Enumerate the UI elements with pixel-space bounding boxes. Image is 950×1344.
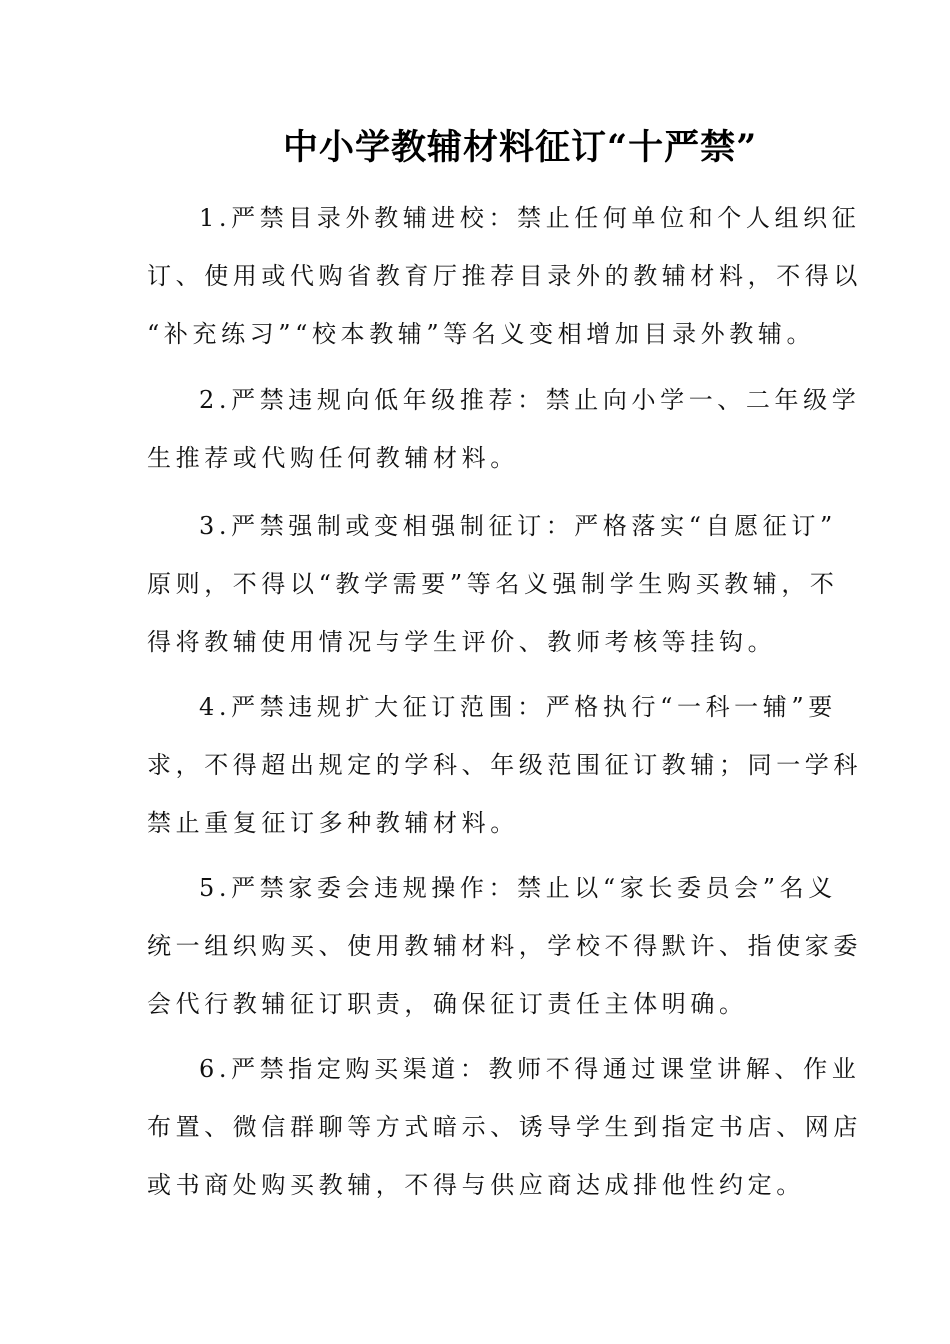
rule-6-line-2: 布置、微信群聊等方式暗示、诱导学生到指定书店、网店 (147, 1113, 862, 1141)
rule-5-line-1: 5.严禁家委会违规操作：禁止以“家长委员会”名义 (199, 874, 837, 902)
rule-6-line-1: 6.严禁指定购买渠道：教师不得通过课堂讲解、作业 (199, 1055, 861, 1083)
rule-item-6 (147, 1040, 862, 1214)
rule-5-line-3: 会代行教辅征订职责，确保征订责任主体明确。 (147, 990, 748, 1018)
rule-3-line-2: 原则，不得以“教学需要”等名义强制学生购买教辅，不 (147, 570, 839, 598)
rule-4-line-1: 4.严禁违规扩大征订范围：严格执行“一科一辅”要 (199, 693, 837, 721)
rule-4-line-3: 禁止重复征订多种教辅材料。 (147, 809, 519, 837)
rule-item-4 (147, 678, 862, 852)
rule-item-5 (147, 859, 862, 1033)
rule-item-3 (147, 497, 839, 671)
rule-item-2 (147, 371, 861, 487)
rule-1-line-1: 1.严禁目录外教辅进校：禁止任何单位和个人组织征 (199, 204, 861, 232)
rule-1-line-2: 订、使用或代购省教育厅推荐目录外的教辅材料，不得以 (147, 262, 862, 290)
rule-3-line-3: 得将教辅使用情况与学生评价、教师考核等挂钩。 (147, 628, 777, 656)
rule-5-line-2: 统一组织购买、使用教辅材料，学校不得默许、指使家委 (147, 932, 862, 960)
rule-2-line-2: 生推荐或代购任何教辅材料。 (147, 444, 519, 472)
rule-2-line-1: 2.严禁违规向低年级推荐：禁止向小学一、二年级学 (199, 386, 861, 414)
rule-3-line-1: 3.严禁强制或变相强制征订：严格落实“自愿征订” (199, 512, 837, 540)
rule-item-1 (147, 189, 862, 363)
rule-1-line-3: “补充练习”“校本教辅”等名义变相增加目录外教辅。 (147, 320, 816, 348)
rule-4-line-2: 求，不得超出规定的学科、年级范围征订教辅；同一学科 (147, 751, 862, 779)
rule-6-line-3: 或书商处购买教辅，不得与供应商达成排他性约定。 (147, 1171, 805, 1199)
document-title: 中小学教辅材料征订“十严禁” (283, 127, 758, 168)
